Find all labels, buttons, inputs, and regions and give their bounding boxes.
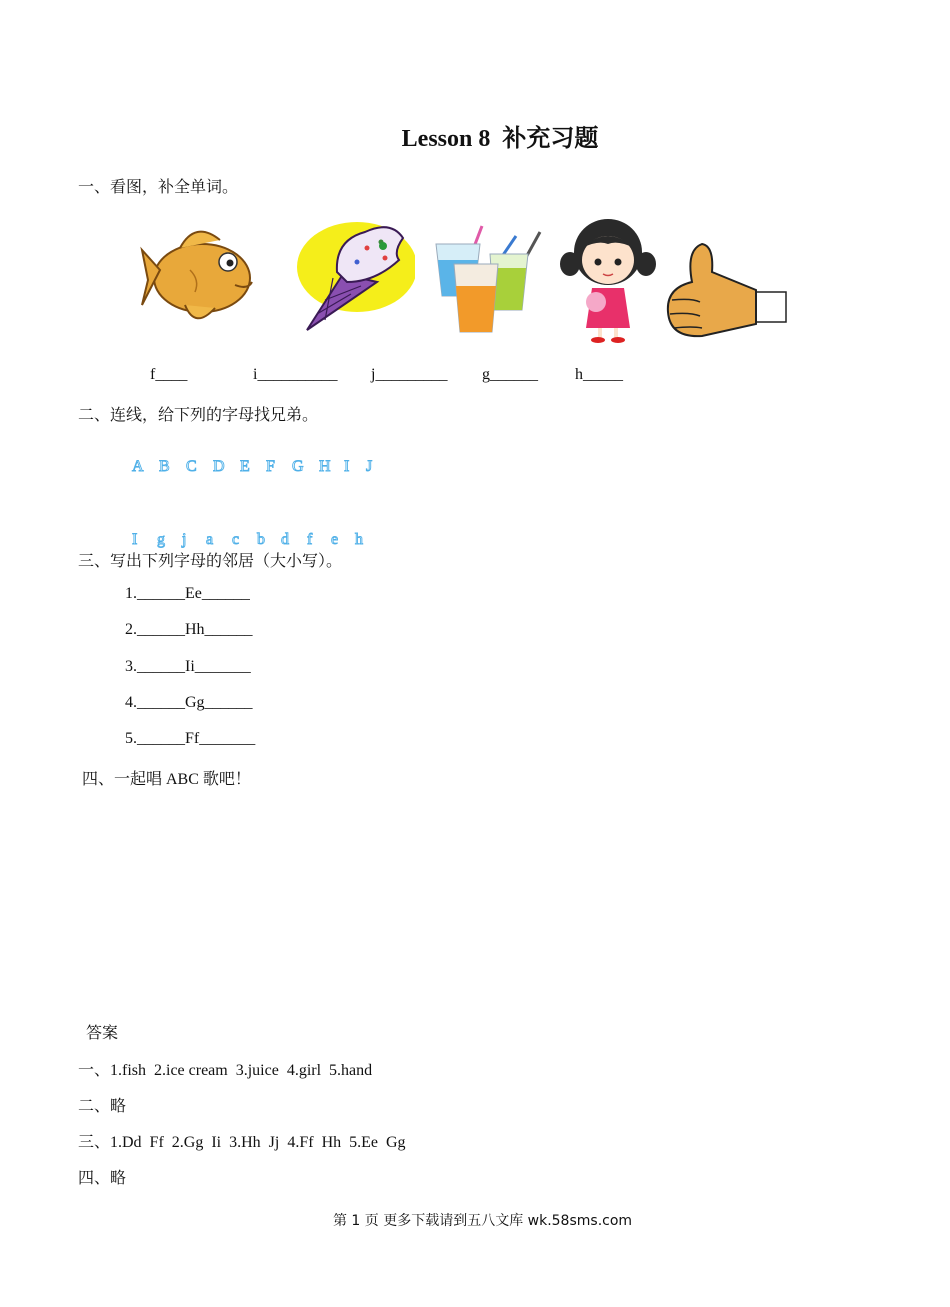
letter-A: A [132,458,144,475]
blank-girl: g______ [482,366,538,383]
letter-D: D [213,458,225,475]
answer-line-3: 三、1.Dd Ff 2.Gg Ii 3.Hh Jj 4.Ff Hh 5.Ee Gg [78,1134,406,1151]
letter-C: C [186,458,197,475]
letter-lower-9: e [331,531,339,548]
section3-heading: 三、写出下列字母的邻居（大小写）。 [78,553,343,570]
blank-ice-cream: i__________ [253,366,338,383]
letter-E: E [240,458,250,475]
neighbor-item-5: 5.______Ff_______ [125,730,256,747]
girl-picture [558,210,658,345]
neighbor-item-2: 2.______Hh______ [125,621,253,638]
ice-cream-picture [295,212,415,337]
page-title: Lesson 8 补充习题 [401,126,599,152]
letter-B: B [159,458,170,475]
letter-lower-3: j [182,531,187,548]
blank-hand: h_____ [575,366,623,383]
answer-line-2: 二、略 [78,1098,127,1115]
neighbor-item-4: 4.______Gg______ [125,694,253,711]
section2-heading: 二、连线，给下列的字母找兄弟。 [78,407,319,424]
letter-lower-4: a [206,531,214,548]
letter-H: H [319,458,331,475]
letter-lower-5: c [232,531,240,548]
letter-lower-6: b [257,531,265,548]
letter-J: J [366,458,373,475]
upper-letters-row [124,440,386,476]
fish-picture [140,210,265,340]
section4-heading: 四、一起唱 ABC 歌吧！ [82,771,251,788]
letter-G: G [292,458,304,475]
letter-I: I [344,458,350,475]
section1-heading: 一、看图，补全单词。 [78,179,239,196]
neighbor-item-3: 3.______Ii_______ [125,658,251,675]
answer-line-4: 四、略 [78,1170,127,1187]
letter-lower-10: h [355,531,363,548]
juice-picture [430,220,550,340]
letter-lower-8: f [307,531,313,548]
answer-line-1: 一、1.fish 2.ice cream 3.juice 4.girl 5.hand [78,1062,373,1079]
blank-fish: f____ [150,366,188,383]
neighbor-item-1: 1.______Ee______ [125,585,250,602]
letter-lower-7: d [281,531,289,548]
blank-juice: j_________ [371,366,448,383]
answers-heading: 答案 [86,1025,119,1042]
hand-picture [662,242,792,342]
page-footer: 第 1 页 更多下载请到五八文库 wk.58sms.com [332,1213,633,1229]
lower-letters-row [124,513,375,549]
letter-F: F [266,458,275,475]
letter-lower-1: I [132,531,138,548]
letter-lower-2: g [157,531,165,548]
